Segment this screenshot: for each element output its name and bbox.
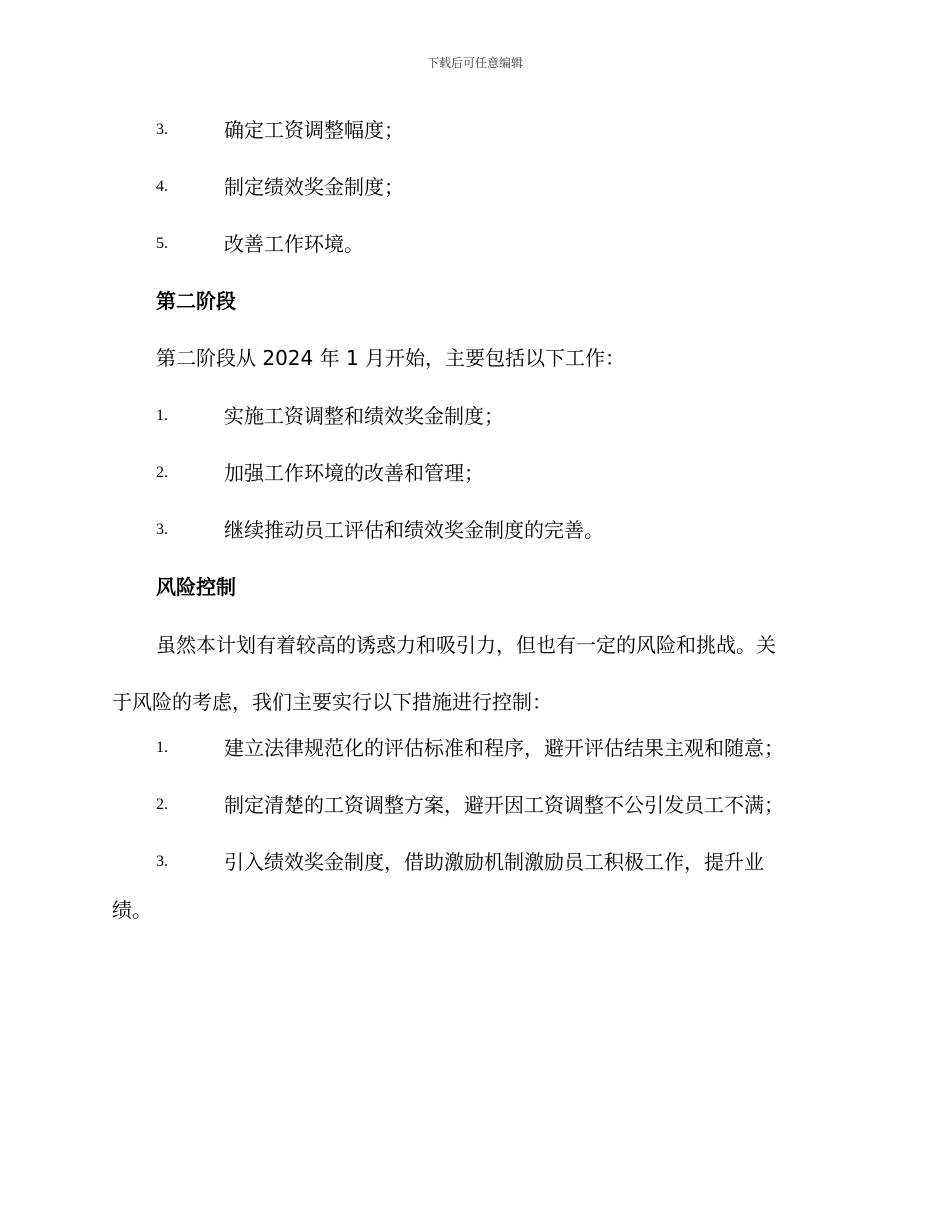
list-text: 确定工资调整幅度； [224, 118, 404, 142]
list-number: 5. [156, 235, 168, 252]
list-number: 3. [156, 853, 168, 870]
list-text: 实施工资调整和绩效奖金制度； [224, 404, 504, 428]
list-text: 引入绩效奖金制度，借助激励机制激励员工积极工作，提升业 [224, 850, 764, 874]
section-heading-risk-control: 风险控制 [156, 575, 236, 599]
section-heading-phase-two: 第二阶段 [156, 289, 236, 313]
list-text: 继续推动员工评估和绩效奖金制度的完善。 [224, 518, 604, 542]
list-text: 加强工作环境的改善和管理； [224, 461, 484, 485]
paragraph-line: 虽然本计划有着较高的诱惑力和吸引力，但也有一定的风险和挑战。关 [156, 633, 776, 657]
list-text: 改善工作环境。 [224, 232, 364, 256]
list-text: 建立法律规范化的评估标准和程序，避开评估结果主观和随意； [224, 736, 784, 760]
list-number: 1. [156, 739, 168, 756]
list-number: 1. [156, 407, 168, 424]
list-number: 3. [156, 121, 168, 138]
list-number: 2. [156, 796, 168, 813]
paragraph-line: 于风险的考虑，我们主要实行以下措施进行控制： [112, 690, 552, 714]
list-number: 4. [156, 178, 168, 195]
list-number: 2. [156, 464, 168, 481]
section-intro: 第二阶段从 2024 年 1 月开始，主要包括以下工作： [156, 346, 626, 370]
list-text: 制定绩效奖金制度； [224, 175, 404, 199]
list-number: 3. [156, 521, 168, 538]
page-header-note: 下载后可任意编辑 [426, 56, 523, 70]
list-text: 制定清楚的工资调整方案，避开因工资调整不公引发员工不满； [224, 793, 784, 817]
list-text-continuation: 绩。 [112, 898, 152, 922]
